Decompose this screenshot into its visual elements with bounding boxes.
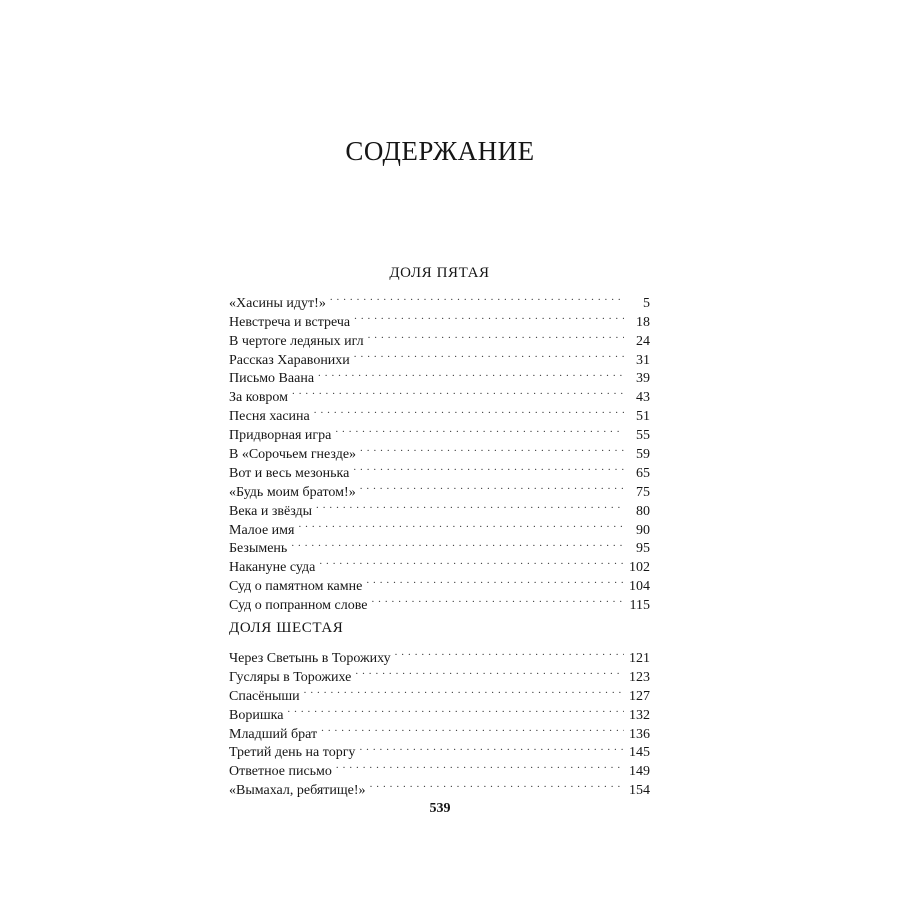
toc-entry-page: 90	[636, 522, 650, 538]
dot-leader	[335, 420, 624, 439]
dot-leader	[371, 590, 624, 609]
toc-entry-page: 145	[629, 745, 650, 761]
dot-leader	[291, 534, 624, 553]
toc-entry-title: «Будь моим братом!»	[229, 484, 356, 500]
toc-entry-title: В «Сорочьем гнезде»	[229, 447, 357, 463]
toc-entry	[229, 719, 650, 742]
toc-entry	[229, 552, 650, 576]
toc-entry-page: 104	[629, 579, 650, 595]
toc-entry-title: Рассказ Харавонихи	[229, 352, 350, 368]
toc-entry-page: 55	[636, 428, 650, 444]
dot-leader	[360, 439, 624, 458]
section-heading-part-six: ДОЛЯ ШЕСТАЯ	[229, 620, 344, 637]
dot-leader	[330, 288, 624, 307]
toc-entry-title: Придворная игра	[229, 428, 332, 444]
toc-entry	[229, 700, 650, 723]
dot-leader	[292, 382, 624, 401]
dot-leader	[359, 738, 624, 757]
dot-leader	[298, 515, 624, 534]
section-list-part-five	[229, 288, 650, 614]
dot-leader	[370, 775, 624, 794]
toc-entry-title: Песня хасина	[229, 409, 310, 425]
dot-leader	[318, 364, 624, 383]
toc-entry-title: Века и звёзды	[229, 503, 313, 519]
toc-entry-title: Воришка	[229, 707, 284, 723]
toc-entry	[229, 643, 650, 667]
toc-entry-page: 121	[629, 651, 650, 667]
toc-entry-title: Ответное письмо	[229, 764, 332, 780]
toc-entry-page: 39	[636, 371, 650, 387]
page-title: СОДЕРЖАНИЕ	[345, 136, 535, 166]
toc-entry	[229, 288, 650, 311]
toc-entry-page: 75	[636, 484, 650, 500]
toc-entry-title: Суд о попранном слове	[229, 598, 368, 614]
dot-leader	[304, 681, 624, 700]
toc-entry-title: Письмо Ваана	[229, 371, 315, 387]
dot-leader	[354, 307, 624, 326]
toc-entry-title: Невстреча и встреча	[229, 314, 351, 330]
dot-leader	[354, 345, 624, 364]
toc-entry-page: 149	[629, 764, 650, 780]
toc-entry-title: Через Светынь в Торожиху	[229, 651, 391, 667]
dot-leader	[395, 643, 624, 662]
toc-entry	[229, 382, 650, 406]
toc-entry-title: Третий день на торгу	[229, 745, 356, 761]
toc-entry-page: 123	[629, 669, 650, 685]
section-heading-part-five: ДОЛЯ ПЯТАЯ	[389, 265, 490, 281]
dot-leader	[353, 458, 624, 477]
toc-entry-page: 51	[636, 409, 650, 425]
dot-leader	[319, 552, 624, 571]
dot-leader	[316, 496, 624, 515]
toc-entry-title: «Хасины идут!»	[229, 295, 326, 311]
toc-entry-page: 102	[629, 560, 650, 576]
toc-entry-page: 132	[629, 707, 650, 723]
dot-leader	[368, 326, 624, 345]
page-number: 539	[429, 801, 451, 816]
toc-entry	[229, 401, 650, 425]
dot-leader	[366, 571, 624, 590]
dot-leader	[355, 662, 624, 681]
toc-entry-title: Безымень	[229, 541, 288, 557]
table-of-contents	[229, 262, 650, 799]
dot-leader	[314, 401, 624, 420]
toc-entry-page: 65	[636, 465, 650, 481]
dot-leader	[287, 700, 624, 719]
toc-entry-title: Гусляры в Торожихе	[229, 669, 352, 685]
toc-entry-title: «Вымахал, ребятище!»	[229, 783, 366, 799]
toc-entry-page: 95	[636, 541, 650, 557]
dot-leader	[336, 756, 624, 775]
toc-entry-title: В чертоге ледяных игл	[229, 333, 364, 349]
toc-entry-page: 154	[629, 783, 650, 799]
dot-leader	[360, 477, 624, 496]
toc-entry-title: Суд о памятном камне	[229, 579, 363, 595]
toc-entry-page: 31	[636, 352, 650, 368]
toc-entry	[229, 534, 650, 557]
toc-entry-page: 127	[629, 688, 650, 704]
dot-leader	[321, 719, 624, 738]
toc-entry-page: 115	[629, 598, 650, 614]
toc-entry-page: 24	[636, 333, 650, 349]
toc-entry-title: Спасёныши	[229, 688, 300, 704]
toc-entry-title: Вот и весь мезонька	[229, 465, 350, 481]
toc-entry-page: 43	[636, 390, 650, 406]
toc-entry-page: 136	[629, 726, 650, 742]
toc-entry-title: Малое имя	[229, 522, 295, 538]
toc-entry-page: 5	[643, 295, 650, 311]
section-list-part-six	[229, 643, 650, 799]
toc-entry-page: 80	[636, 503, 650, 519]
toc-entry-title: За ковром	[229, 390, 289, 406]
toc-entry-page: 59	[636, 447, 650, 463]
toc-entry-title: Накануне суда	[229, 560, 316, 576]
toc-entry-page: 18	[636, 314, 650, 330]
toc-entry-title: Младший брат	[229, 726, 318, 742]
